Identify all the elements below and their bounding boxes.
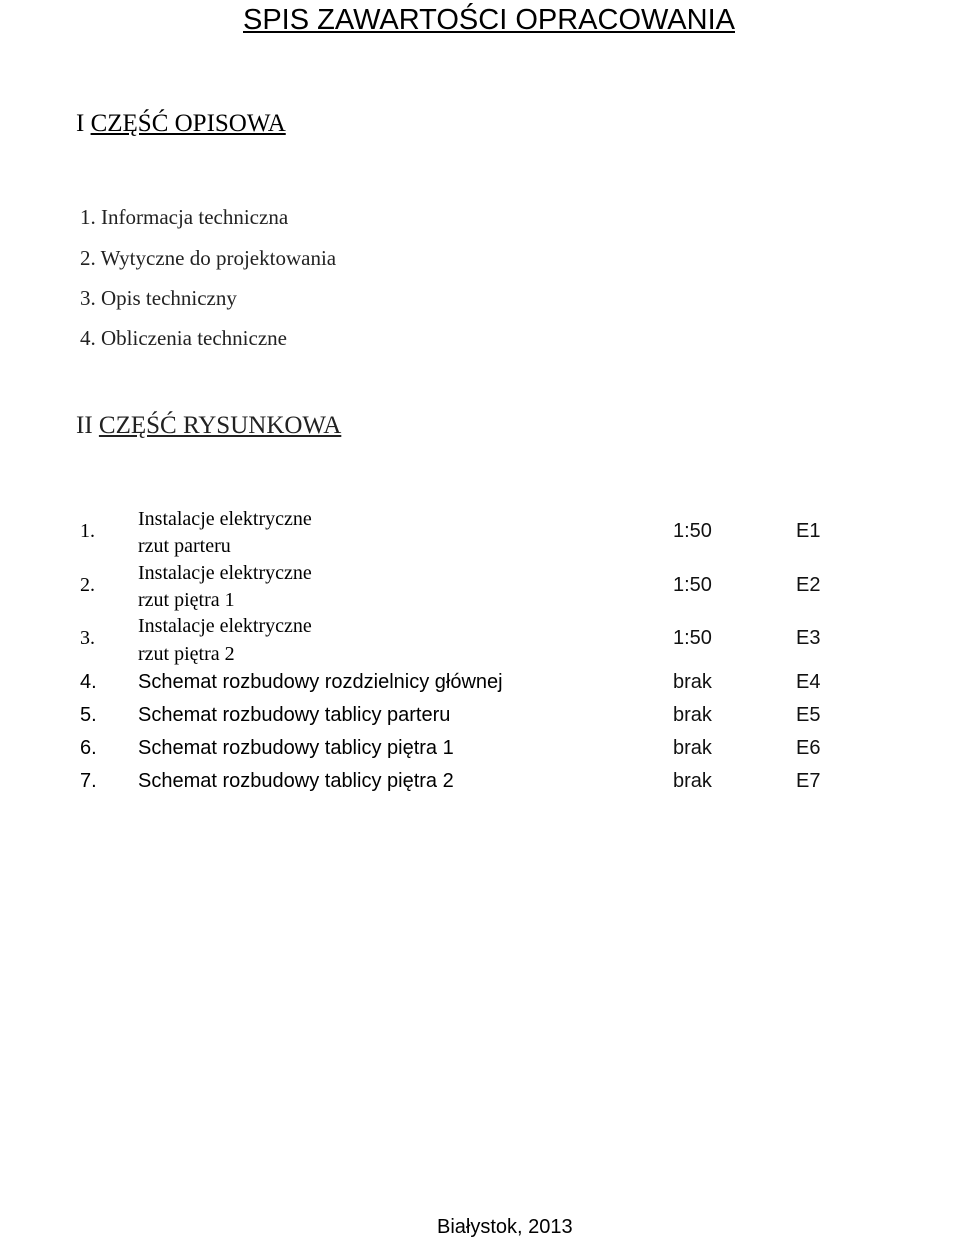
row-code: E3: [796, 627, 821, 649]
row-code: E5: [796, 704, 821, 726]
row-scale: 1:50: [673, 627, 712, 649]
row-number: 5.: [80, 704, 97, 726]
row-number: 6.: [80, 737, 97, 759]
list-item: 2. Wytyczne do projektowania: [80, 246, 337, 270]
row-number: 1.: [80, 520, 95, 542]
row-title: Schemat rozbudowy tablicy piętra 1: [138, 737, 454, 759]
list-item: 1. Informacja techniczna: [80, 205, 289, 229]
row-number: 3.: [80, 627, 95, 649]
row-code: E4: [796, 671, 821, 693]
row-code: E7: [796, 770, 821, 792]
row-title: Schemat rozbudowy tablicy parteru: [138, 704, 451, 726]
section-heading-text: CZĘŚĆ RYSUNKOWA: [98, 412, 342, 439]
row-subtitle: rzut piętra 2: [138, 643, 235, 665]
row-code: E2: [796, 574, 821, 596]
row-number: 4.: [80, 671, 97, 693]
row-scale: 1:50: [673, 574, 712, 596]
place-date-footer: Białystok, 2013: [437, 1216, 573, 1238]
row-title: Schemat rozbudowy rozdzielnicy głównej: [138, 671, 503, 693]
section-heading-descriptive: [76, 110, 286, 138]
page-title: SPIS ZAWARTOŚCI OPRACOWANIA: [243, 4, 735, 36]
row-scale: brak: [673, 671, 712, 693]
row-title: Instalacje elektryczne: [138, 615, 312, 637]
row-title: Schemat rozbudowy tablicy piętra 2: [138, 770, 454, 792]
row-title: Instalacje elektryczne: [138, 508, 312, 530]
row-code: E1: [796, 520, 821, 542]
row-number: 7.: [80, 770, 97, 792]
list-item: 4. Obliczenia techniczne: [80, 326, 287, 350]
row-title: Instalacje elektryczne: [138, 562, 312, 584]
row-number: 2.: [80, 574, 95, 596]
row-scale: 1:50: [673, 520, 712, 542]
section-heading-text: CZĘŚĆ OPISOWA: [90, 110, 286, 137]
list-item: 3. Opis techniczny: [80, 286, 237, 310]
row-scale: brak: [673, 737, 712, 759]
row-scale: brak: [673, 704, 712, 726]
row-scale: brak: [673, 770, 712, 792]
row-subtitle: rzut parteru: [138, 535, 231, 557]
section-roman-numeral: I: [76, 110, 85, 137]
row-subtitle: rzut piętra 1: [138, 589, 235, 611]
section-roman-numeral: II: [76, 412, 93, 439]
row-code: E6: [796, 737, 821, 759]
section-heading-drawings: [76, 412, 341, 440]
